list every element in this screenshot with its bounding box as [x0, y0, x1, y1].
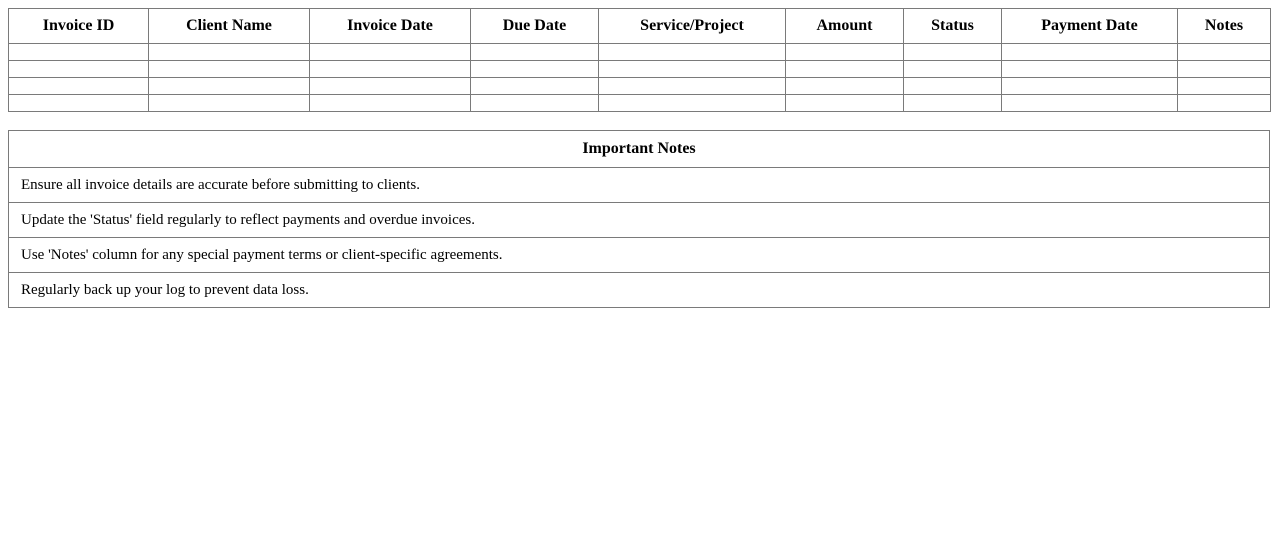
invoice-rows [9, 44, 1271, 112]
table-cell[interactable] [471, 44, 599, 61]
table-cell[interactable] [786, 44, 904, 61]
table-cell[interactable] [1002, 61, 1178, 78]
note-row [9, 273, 1270, 308]
column-header-status: Status [904, 9, 1002, 44]
table-cell[interactable] [310, 44, 471, 61]
table-cell[interactable] [904, 95, 1002, 112]
table-cell[interactable] [904, 44, 1002, 61]
note-row [9, 238, 1270, 273]
invoice-log-table [8, 8, 1271, 112]
table-cell[interactable] [1002, 95, 1178, 112]
note-item: Update the 'Status' field regularly to reflect payments and overdue invoices. [9, 203, 1270, 238]
note-item: Use 'Notes' column for any special payment terms or client-specific agreements. [9, 238, 1270, 273]
column-header-amount: Amount [786, 9, 904, 44]
important-notes-title: Important Notes [9, 131, 1270, 168]
column-header-invoice-date: Invoice Date [310, 9, 471, 44]
column-header-invoice-id: Invoice ID [9, 9, 149, 44]
table-cell[interactable] [471, 78, 599, 95]
table-cell[interactable] [599, 44, 786, 61]
table-cell[interactable] [471, 61, 599, 78]
note-item: Regularly back up your log to prevent data loss. [9, 273, 1270, 308]
table-row [9, 44, 1271, 61]
table-cell[interactable] [9, 95, 149, 112]
table-cell[interactable] [149, 44, 310, 61]
table-cell[interactable] [9, 78, 149, 95]
table-cell[interactable] [149, 95, 310, 112]
table-cell[interactable] [786, 78, 904, 95]
table-cell[interactable] [471, 95, 599, 112]
column-header-service-project: Service/Project [599, 9, 786, 44]
table-cell[interactable] [599, 78, 786, 95]
table-cell[interactable] [1002, 44, 1178, 61]
table-cell[interactable] [904, 61, 1002, 78]
important-notes-table [8, 130, 1270, 308]
column-header-payment-date: Payment Date [1002, 9, 1178, 44]
note-row [9, 168, 1270, 203]
table-cell[interactable] [310, 78, 471, 95]
note-row [9, 203, 1270, 238]
table-row [9, 95, 1271, 112]
note-item: Ensure all invoice details are accurate before submitting to clients. [9, 168, 1270, 203]
table-cell[interactable] [1002, 78, 1178, 95]
table-cell[interactable] [149, 78, 310, 95]
table-row [9, 61, 1271, 78]
table-cell[interactable] [1178, 44, 1271, 61]
table-cell[interactable] [310, 95, 471, 112]
table-cell[interactable] [1178, 61, 1271, 78]
table-header-row [9, 9, 1271, 44]
column-header-client-name: Client Name [149, 9, 310, 44]
table-cell[interactable] [786, 61, 904, 78]
table-cell[interactable] [1178, 78, 1271, 95]
table-cell[interactable] [9, 44, 149, 61]
table-cell[interactable] [786, 95, 904, 112]
table-cell[interactable] [310, 61, 471, 78]
table-cell[interactable] [599, 61, 786, 78]
notes-header-row [9, 131, 1270, 168]
table-cell[interactable] [1178, 95, 1271, 112]
table-cell[interactable] [9, 61, 149, 78]
column-header-notes: Notes [1178, 9, 1271, 44]
table-cell[interactable] [599, 95, 786, 112]
table-cell[interactable] [904, 78, 1002, 95]
table-cell[interactable] [149, 61, 310, 78]
table-row [9, 78, 1271, 95]
column-header-due-date: Due Date [471, 9, 599, 44]
